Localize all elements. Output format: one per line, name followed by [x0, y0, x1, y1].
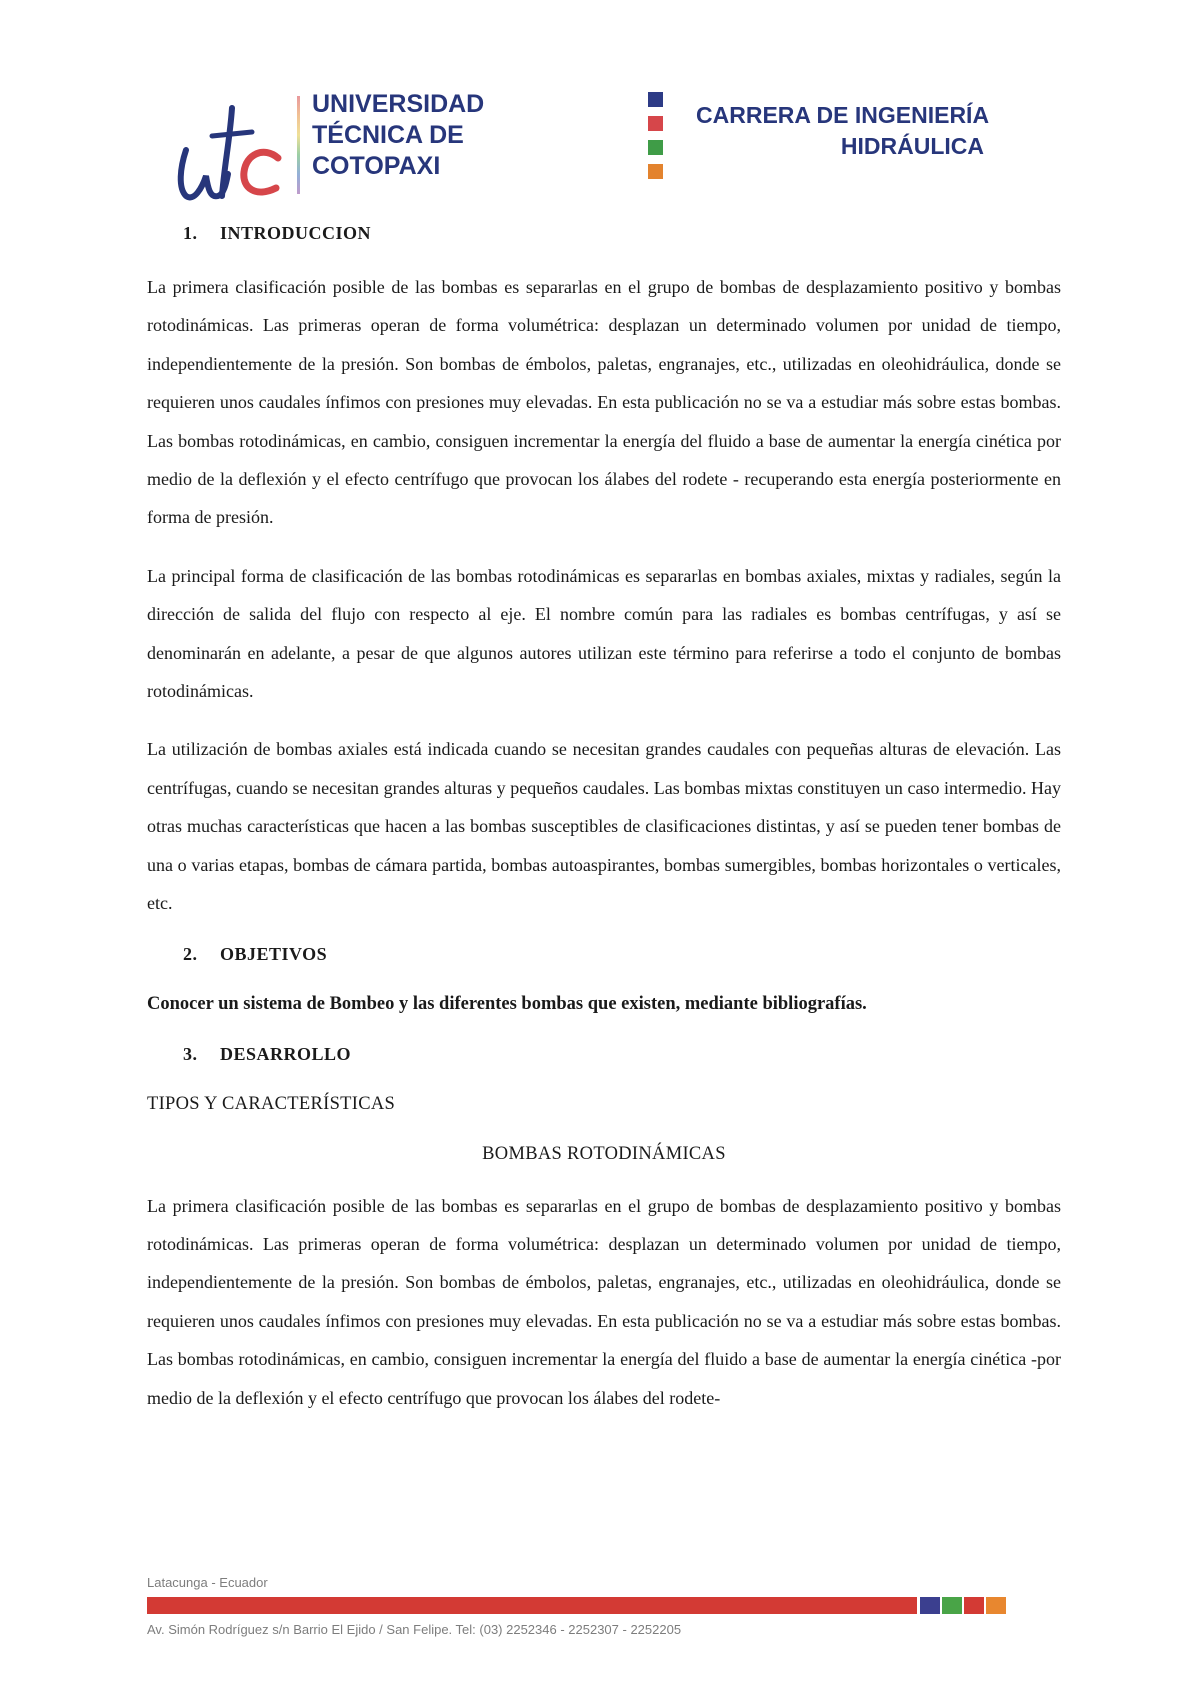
university-line: UNIVERSIDAD: [312, 90, 485, 118]
section-heading-objectives: [183, 939, 1061, 969]
career-line: CARRERA DE INGENIERÍA: [696, 102, 990, 128]
subsection-title: TIPOS Y CARACTERÍSTICAS: [147, 1093, 396, 1114]
section-heading-intro: [183, 218, 1061, 248]
footer-square: [920, 1597, 940, 1614]
accent-square: [648, 116, 663, 131]
university-line: TÉCNICA DE: [312, 121, 464, 149]
accent-square: [648, 140, 663, 155]
footer-address: Av. Simón Rodríguez s/n Barrio El Ejido / San Felipe. Tel: (03) 2252346 - 2252307 - 2252205: [147, 1622, 682, 1637]
section-title: OBJETIVOS: [220, 943, 328, 964]
footer-square: [964, 1597, 984, 1614]
centered-title: BOMBAS ROTODINÁMICAS: [482, 1143, 726, 1164]
university-name: [312, 89, 512, 182]
section-number: 1.: [183, 223, 198, 243]
intro-paragraph-1: La primera clasificación posible de las bombas es separarlas en el grupo de bombas de desplazamiento positivo y bombas rotodinámicas. Las primeras operan de forma volumétrica: desplazan un determinado volumen por unidad de tiempo, independientemente de la presión. Son bombas de émbolos, paletas, engranajes, etc., utilizadas en oleohidráulica, donde se requieren unos caudales ínfimos con presiones muy elevadas. En esta publicación no se va a estudiar más sobre estas bombas. Las bombas rotodinámicas, en cambio, consiguen incrementar la energía del fluido a base de aumentar la energía cinética por medio de la deflexión y el efecto centrífugo que provocan los álabes del rodete - recuperando esta energía posteriormente en forma de presión.: [147, 277, 1061, 528]
accent-squares: [648, 92, 664, 188]
rainbow-divider: [297, 96, 300, 194]
development-paragraph: La primera clasificación posible de las bombas es separarlas en el grupo de bombas de desplazamiento positivo y bombas rotodinámicas. Las primeras operan de forma volumétrica: desplazan un determinado volumen por unidad de tiempo, independientemente de la presión. Son bombas de émbolos, paletas, engranajes, etc., utilizadas en oleohidráulica, donde se requieren unos caudales ínfimos con presiones muy elevadas. En esta publicación no se va a estudiar más sobre estas bombas. Las bombas rotodinámicas, en cambio, consiguen incrementar la energía del fluido a base de aumentar la energía cinética -por medio de la deflexión y el efecto centrífugo que provocan los álabes del rodete-: [147, 1195, 1061, 1408]
accent-square: [648, 92, 663, 107]
intro-paragraph-2: La principal forma de clasificación de las bombas rotodinámicas es separarlas en bombas axiales, mixtas y radiales, según la dirección de salida del flujo con respecto al eje. El nombre común para las radiales es bombas centrífugas, y así se denominarán en adelante, a pesar de que algunos autores utilizan este término para referirse a todo el conjunto de bombas rotodinámicas.: [147, 565, 1061, 702]
page-header: [0, 0, 1200, 210]
career-line: HIDRÁULICA: [840, 133, 984, 159]
section-heading-development: [183, 1039, 1061, 1069]
objective-text: Conocer un sistema de Bombeo y las diferentes bombas que existen, mediante bibliografías.: [147, 993, 867, 1014]
footer-bar: [147, 1597, 917, 1614]
document-body: [147, 218, 1061, 1417]
section-number: 3.: [183, 1043, 198, 1064]
section-title: INTRODUCCION: [220, 223, 372, 243]
footer-square: [942, 1597, 962, 1614]
footer-squares: [920, 1597, 1008, 1614]
career-name: [696, 100, 990, 162]
utc-logo-icon: [172, 88, 284, 206]
footer-square: [986, 1597, 1006, 1614]
footer-city: Latacunga - Ecuador: [147, 1575, 268, 1590]
university-line: COTOPAXI: [312, 152, 441, 180]
intro-paragraph-3: La utilización de bombas axiales está indicada cuando se necesitan grandes caudales con pequeñas alturas de elevación. Las centrífugas, cuando se necesitan grandes alturas y pequeños caudales. Las bombas mixtas constituyen un caso intermedio. Hay otras muchas características que hacen a las bombas susceptibles de clasificaciones distintas, y así se pueden tener bombas de una o varias etapas, bombas de cámara partida, bombas autoaspirantes, bombas sumergibles, bombas horizontales o verticales, etc.: [147, 739, 1061, 914]
accent-square: [648, 164, 663, 179]
section-number: 2.: [183, 943, 198, 964]
section-title: DESARROLLO: [220, 1043, 352, 1064]
